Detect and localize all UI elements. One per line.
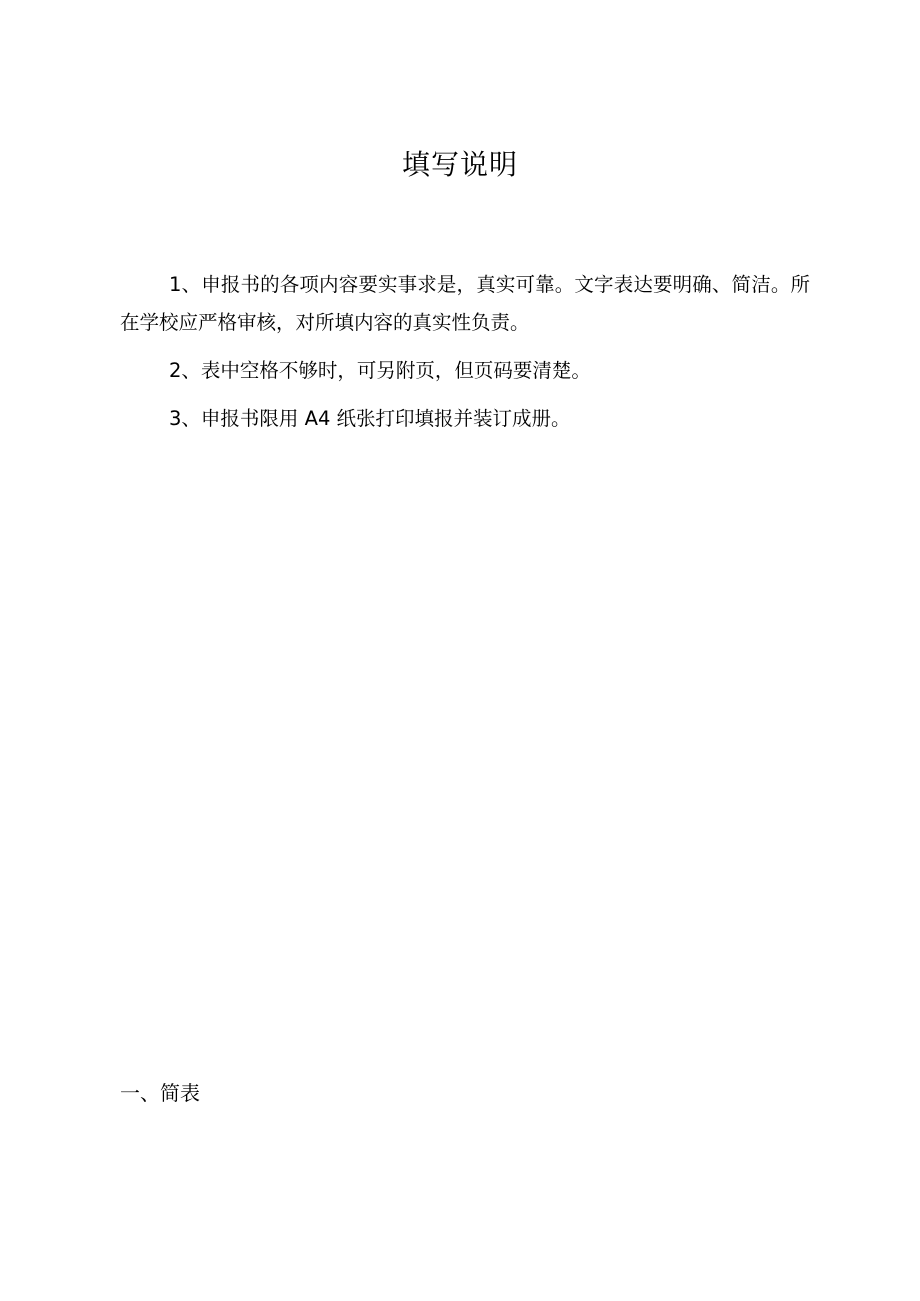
instruction-item-3: 3、申报书限用 A4 纸张打印填报并装订成册。 <box>169 407 571 430</box>
instructions-list <box>120 266 810 448</box>
instruction-item-2: 2、表中空格不够时，可另附页，但页码要清楚。 <box>169 359 591 382</box>
page-title: 填写说明 <box>401 148 518 181</box>
instruction-item-1: 1、申报书的各项内容要实事求是，真实可靠。文字表达要明确、简洁。所在学校应严格审核，对所填内容的真实性负责。 <box>120 273 810 334</box>
section-heading: 一、简表 <box>120 1081 200 1105</box>
